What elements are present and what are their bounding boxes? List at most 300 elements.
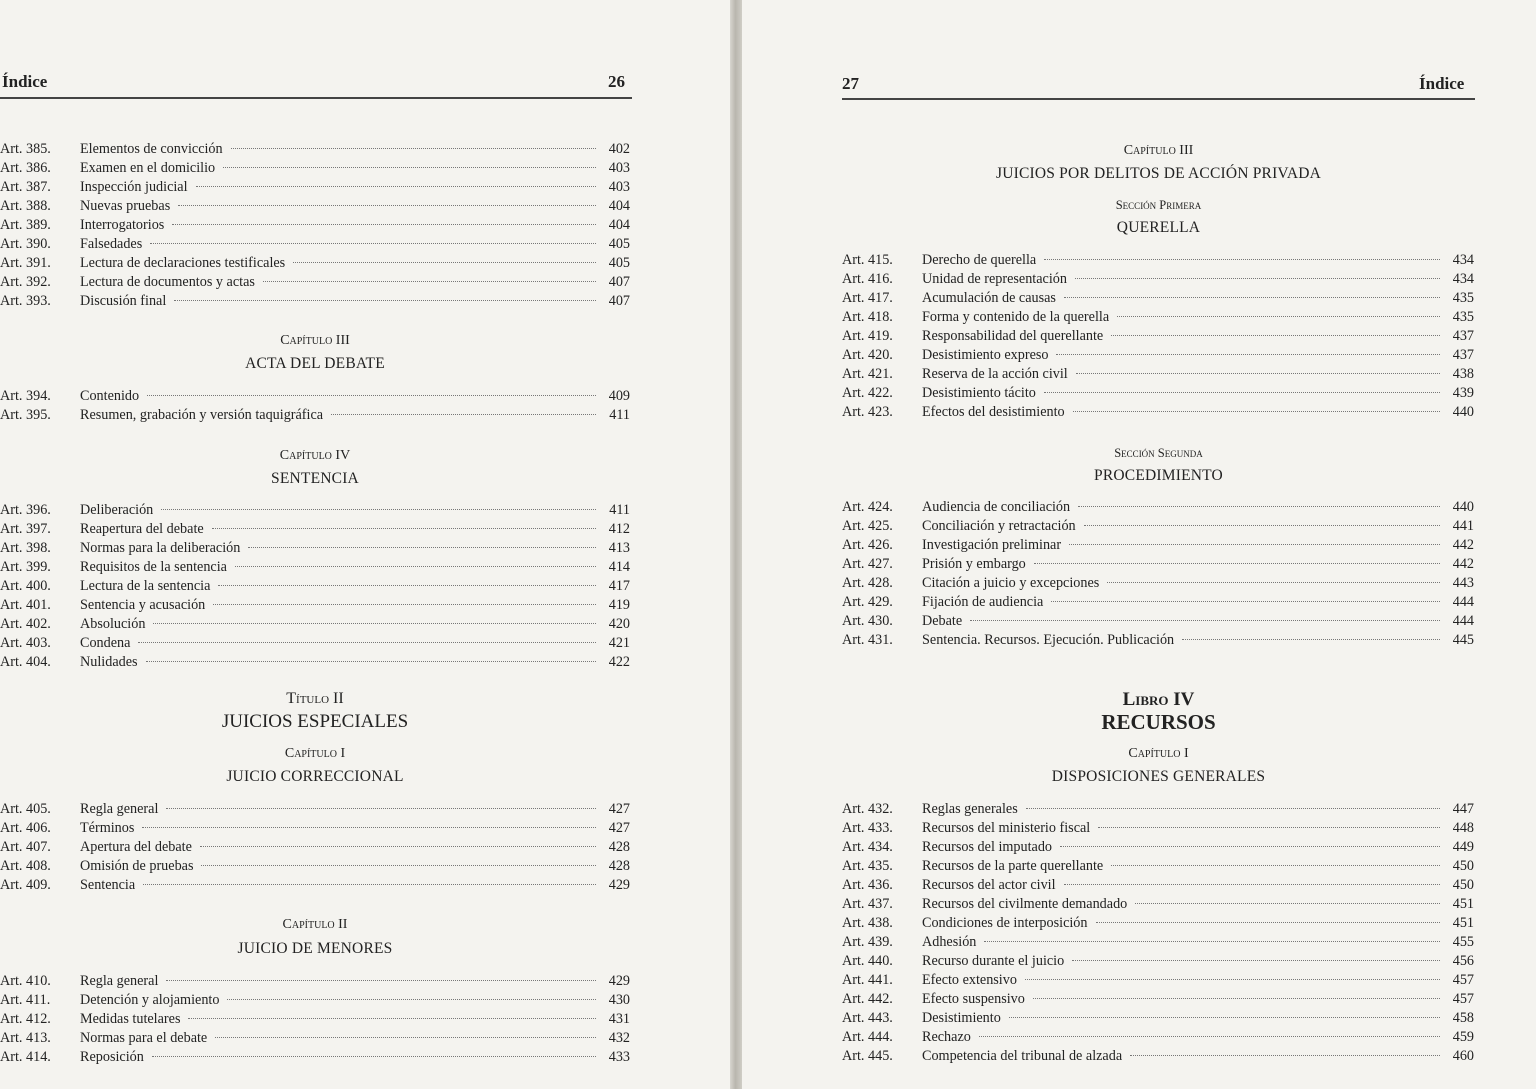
right-cap3-label: Capítulo III [1123,143,1194,158]
toc-dot-leader [1182,639,1440,640]
toc-entry [0,254,630,273]
toc-page-number: 450 [1452,858,1474,874]
toc-entry [0,653,630,672]
toc-article-title: Desistimiento tácito [922,385,1036,401]
toc-article-title: Reglas generales [922,801,1018,817]
right-sec1-title: QUERELLA [1116,219,1201,236]
toc-dot-leader [172,224,596,225]
toc-article-title: Discusión final [80,293,167,309]
toc-dot-leader [1009,1017,1440,1018]
toc-page-number: 455 [1452,934,1474,950]
toc-page-number: 430 [608,992,630,1008]
toc-dot-leader [153,623,596,624]
toc-article-title: Examen en el domicilio [80,160,216,176]
toc-article-number: Art. 438. [842,915,893,931]
toc-article-number: Art. 385. [0,141,51,157]
toc-page-number: 458 [1452,1010,1474,1026]
toc-article-title: Absolución [80,616,146,632]
toc-article-number: Art. 405. [0,801,51,817]
toc-entry [842,327,1474,346]
toc-page-number: 421 [608,635,630,651]
toc-article-title: Detención y alojamiento [80,992,220,1008]
toc-entry [0,140,630,159]
toc-dot-leader [223,167,596,168]
toc-entry [842,838,1474,857]
toc-page-number: 427 [608,801,630,817]
toc-article-number: Art. 390. [0,236,51,252]
toc-article-number: Art. 398. [0,540,51,556]
toc-article-title: Debate [922,613,963,629]
toc-page-number: 447 [1452,801,1474,817]
toc-page-number: 405 [608,236,630,252]
toc-entry [842,593,1474,612]
toc-dot-leader [1069,544,1440,545]
toc-dot-leader [142,827,596,828]
toc-article-title: Normas para el debate [80,1030,208,1046]
toc-dot-leader [1026,808,1440,809]
toc-article-title: Normas para la deliberación [80,540,241,556]
right-libro-title: RECURSOS [1101,710,1216,734]
toc-dot-leader [1033,998,1440,999]
toc-entry [842,308,1474,327]
right-cap1-title: DISPOSICIONES GENERALES [1051,768,1266,785]
toc-entry [0,539,630,558]
toc-page-number: 435 [1452,290,1474,306]
toc-entry [0,520,630,539]
toc-article-title: Términos [80,820,135,836]
toc-page-number: 431 [608,1011,630,1027]
toc-article-number: Art. 397. [0,521,51,537]
toc-dot-leader [143,884,596,885]
toc-entry [842,952,1474,971]
book-gutter [730,0,742,1089]
toc-article-title: Prisión y embargo [922,556,1026,572]
toc-entry [842,403,1474,422]
toc-entry [0,292,630,311]
right-header-title: Índice [1419,74,1465,93]
toc-article-number: Art. 444. [842,1029,893,1045]
left-cap4-label: Capítulo IV [279,448,351,463]
toc-article-number: Art. 416. [842,271,893,287]
toc-entry [842,536,1474,555]
left-header-title: Índice [2,72,48,91]
toc-dot-leader [161,509,596,510]
toc-page-number: 420 [608,616,630,632]
toc-article-number: Art. 396. [0,502,51,518]
toc-dot-leader [1111,865,1440,866]
toc-page-number: 444 [1452,613,1474,629]
toc-page-number: 433 [608,1049,630,1065]
toc-entry [0,1029,630,1048]
toc-article-number: Art. 404. [0,654,51,670]
toc-page-number: 428 [608,858,630,874]
toc-page-number: 445 [1452,632,1474,648]
toc-entry [842,876,1474,895]
toc-page-number: 457 [1452,972,1474,988]
toc-page-number: 444 [1452,594,1474,610]
toc-article-title: Regla general [80,973,159,989]
toc-article-number: Art. 388. [0,198,51,214]
right-cap1-label: Capítulo I [1128,746,1189,761]
toc-dot-leader [235,566,596,567]
toc-dot-leader [1056,354,1440,355]
toc-article-number: Art. 415. [842,252,893,268]
toc-entry [842,612,1474,631]
right-page-number: 27 [842,74,859,93]
toc-entry [842,800,1474,819]
toc-article-title: Investigación preliminar [922,537,1062,553]
toc-page-number: 429 [608,877,630,893]
left-cap1-title: JUICIO CORRECCIONAL [226,768,404,785]
toc-article-title: Falsedades [80,236,143,252]
toc-article-number: Art. 387. [0,179,51,195]
toc-page-number: 413 [608,540,630,556]
toc-article-title: Lectura de declaraciones testificales [80,255,286,271]
toc-dot-leader [227,999,596,1000]
toc-page-number: 412 [608,521,630,537]
toc-article-number: Art. 441. [842,972,893,988]
toc-article-number: Art. 443. [842,1010,893,1026]
toc-entry [0,273,630,292]
toc-dot-leader [1034,563,1440,564]
toc-article-title: Nuevas pruebas [80,198,171,214]
toc-page-number: 428 [608,839,630,855]
toc-page-number: 419 [608,597,630,613]
toc-article-number: Art. 426. [842,537,893,553]
toc-article-title: Recursos del ministerio fiscal [922,820,1091,836]
toc-page-number: 422 [608,654,630,670]
toc-entry [842,971,1474,990]
toc-article-number: Art. 411. [0,992,51,1008]
toc-entry [0,972,630,991]
toc-page-number: 450 [1452,877,1474,893]
toc-article-title: Lectura de la sentencia [80,578,211,594]
toc-page-number: 411 [609,407,630,423]
toc-article-number: Art. 408. [0,858,51,874]
toc-dot-leader [1051,601,1440,602]
toc-dot-leader [138,642,596,643]
toc-page-number: 459 [1452,1029,1474,1045]
toc-dot-leader [218,585,596,586]
toc-article-title: Fijación de audiencia [922,594,1044,610]
toc-article-number: Art. 417. [842,290,893,306]
toc-entry [0,577,630,596]
toc-article-title: Recursos de la parte querellante [922,858,1104,874]
left-cap1-label: Capítulo I [284,746,346,761]
toc-article-title: Recursos del imputado [922,839,1053,855]
toc-entry [0,178,630,197]
left-titulo-title: JUICIOS ESPECIALES [221,711,409,732]
toc-dot-leader [1096,922,1441,923]
toc-article-number: Art. 431. [842,632,893,648]
toc-entry [0,800,630,819]
toc-dot-leader [201,865,596,866]
toc-dot-leader [248,547,596,548]
toc-dot-leader [1111,335,1440,336]
toc-dot-leader [1098,827,1440,828]
toc-article-title: Requisitos de la sentencia [80,559,227,575]
toc-dot-leader [146,661,596,662]
toc-dot-leader [979,1036,1440,1037]
toc-entry [0,1010,630,1029]
toc-dot-leader [1044,392,1440,393]
toc-page-number: 442 [1452,556,1474,572]
toc-article-number: Art. 429. [842,594,893,610]
toc-article-title: Sentencia y acusación [80,597,206,613]
toc-article-number: Art. 436. [842,877,893,893]
toc-article-title: Conciliación y retractación [922,518,1076,534]
toc-article-number: Art. 407. [0,839,51,855]
toc-article-number: Art. 400. [0,578,51,594]
toc-article-title: Unidad de representación [922,271,1067,287]
toc-entry [0,819,630,838]
toc-article-number: Art. 395. [0,407,51,423]
toc-entry [842,933,1474,952]
toc-entry [842,555,1474,574]
toc-article-title: Citación a juicio y excepciones [922,575,1100,591]
toc-article-number: Art. 418. [842,309,893,325]
left-cap3-label: Capítulo III [280,333,350,348]
toc-entry [0,634,630,653]
toc-article-title: Rechazo [922,1029,971,1045]
toc-dot-leader [213,604,596,605]
toc-article-number: Art. 414. [0,1049,51,1065]
left-cap3-title: ACTA DEL DEBATE [245,355,385,372]
toc-article-number: Art. 425. [842,518,893,534]
toc-page-number: 409 [608,388,630,404]
toc-page-number: 407 [608,274,630,290]
toc-dot-leader [1135,903,1440,904]
toc-entry [0,159,630,178]
toc-page-number: 403 [608,160,630,176]
right-page [742,0,1536,1089]
toc-dot-leader [215,1037,596,1038]
left-page-number: 26 [608,72,625,91]
toc-article-title: Deliberación [80,502,154,518]
toc-page-number: 440 [1452,404,1474,420]
toc-entry [842,365,1474,384]
toc-article-title: Apertura del debate [80,839,192,855]
left-page [0,0,730,1089]
toc-article-title: Sentencia [80,877,136,893]
toc-article-title: Efectos del desistimiento [922,404,1065,420]
toc-article-title: Nulidades [80,654,138,670]
toc-article-number: Art. 423. [842,404,893,420]
toc-entry [0,235,630,254]
toc-dot-leader [1075,278,1440,279]
toc-article-number: Art. 439. [842,934,893,950]
toc-page-number: 434 [1452,252,1474,268]
toc-article-number: Art. 428. [842,575,893,591]
toc-article-number: Art. 389. [0,217,51,233]
toc-article-number: Art. 412. [0,1011,51,1027]
toc-dot-leader [970,620,1440,621]
toc-article-number: Art. 442. [842,991,893,1007]
toc-article-title: Adhesión [922,934,977,950]
toc-dot-leader [1064,297,1440,298]
toc-page-number: 451 [1452,896,1474,912]
toc-article-number: Art. 410. [0,973,51,989]
toc-page-number: 443 [1452,575,1474,591]
toc-page-number: 451 [1452,915,1474,931]
toc-article-title: Lectura de documentos y actas [80,274,255,290]
toc-entry [0,501,630,520]
toc-dot-leader [1064,884,1440,885]
toc-entry [842,990,1474,1009]
toc-page-number: 435 [1452,309,1474,325]
toc-article-title: Recursos del actor civil [922,877,1056,893]
toc-entry [0,615,630,634]
toc-article-title: Regla general [80,801,159,817]
toc-article-number: Art. 437. [842,896,893,912]
toc-article-title: Contenido [80,388,140,404]
toc-article-title: Condiciones de interposición [922,915,1088,931]
toc-article-title: Recurso durante el juicio [922,953,1065,969]
right-sec2-label: Sección Segunda [1114,446,1203,460]
toc-entry [842,384,1474,403]
toc-page-number: 429 [608,973,630,989]
left-titulo-label: Título II [286,690,344,707]
right-header-rule [842,98,1475,100]
toc-dot-leader [147,395,596,396]
toc-entry [0,558,630,577]
toc-entry [0,596,630,615]
toc-entry [842,517,1474,536]
toc-page-number: 403 [608,179,630,195]
toc-dot-leader [1076,373,1440,374]
toc-page-number: 427 [608,820,630,836]
toc-page-number: 460 [1452,1048,1474,1064]
toc-article-title: Responsabilidad del querellante [922,328,1104,344]
toc-entry [0,876,630,895]
toc-entry [0,197,630,216]
toc-article-number: Art. 406. [0,820,51,836]
toc-dot-leader [1073,411,1440,412]
toc-page-number: 437 [1452,347,1474,363]
toc-page-number: 457 [1452,991,1474,1007]
toc-dot-leader [200,846,596,847]
left-cap4-title: SENTENCIA [271,470,359,487]
toc-dot-leader [1084,525,1440,526]
toc-entry [842,270,1474,289]
toc-entry [0,991,630,1010]
toc-entry [0,406,630,425]
toc-dot-leader [174,300,596,301]
toc-article-title: Competencia del tribunal de alzada [922,1048,1123,1064]
toc-article-title: Inspección judicial [80,179,188,195]
toc-dot-leader [1078,506,1440,507]
toc-article-title: Derecho de querella [922,252,1037,268]
toc-article-title: Recursos del civilmente demandado [922,896,1128,912]
toc-article-title: Reposición [80,1049,144,1065]
toc-article-number: Art. 435. [842,858,893,874]
toc-article-number: Art. 427. [842,556,893,572]
toc-article-title: Condena [80,635,131,651]
toc-article-title: Desistimiento [922,1010,1001,1026]
toc-entry [0,838,630,857]
toc-article-title: Medidas tutelares [80,1011,181,1027]
toc-article-number: Art. 440. [842,953,893,969]
toc-article-number: Art. 394. [0,388,51,404]
toc-article-title: Resumen, grabación y versión taquigráfica [80,407,324,423]
toc-article-number: Art. 421. [842,366,893,382]
toc-article-title: Reserva de la acción civil [922,366,1068,382]
toc-dot-leader [1025,979,1440,980]
toc-dot-leader [984,941,1440,942]
toc-page-number: 438 [1452,366,1474,382]
right-cap3-title: JUICIOS POR DELITOS DE ACCIÓN PRIVADA [995,165,1322,182]
toc-dot-leader [166,980,596,981]
toc-article-title: Desistimiento expreso [922,347,1049,363]
toc-article-number: Art. 433. [842,820,893,836]
toc-article-title: Forma y contenido de la querella [922,309,1110,325]
toc-page-number: 449 [1452,839,1474,855]
toc-dot-leader [1107,582,1440,583]
toc-article-number: Art. 434. [842,839,893,855]
toc-dot-leader [1130,1055,1440,1056]
toc-dot-leader [196,186,596,187]
right-sec2-title: PROCEDIMIENTO [1094,467,1223,484]
toc-dot-leader [231,148,596,149]
toc-dot-leader [166,808,596,809]
toc-entry [842,857,1474,876]
toc-entry [0,216,630,235]
toc-entry [842,914,1474,933]
toc-entry [842,251,1474,270]
toc-entry [842,1047,1474,1066]
toc-page-number: 437 [1452,328,1474,344]
toc-entry [842,1009,1474,1028]
right-libro-label: Libro IV [1122,689,1195,710]
toc-article-number: Art. 399. [0,559,51,575]
toc-article-number: Art. 402. [0,616,51,632]
toc-article-number: Art. 430. [842,613,893,629]
toc-dot-leader [331,414,596,415]
toc-page-number: 411 [609,502,630,518]
toc-entry [842,574,1474,593]
toc-page-number: 456 [1452,953,1474,969]
toc-article-number: Art. 393. [0,293,51,309]
toc-article-number: Art. 424. [842,499,893,515]
toc-article-number: Art. 419. [842,328,893,344]
toc-page-number: 439 [1452,385,1474,401]
toc-entry [842,498,1474,517]
left-cap2-label: Capítulo II [282,917,348,932]
toc-article-number: Art. 392. [0,274,51,290]
toc-dot-leader [188,1018,596,1019]
toc-page-number: 434 [1452,271,1474,287]
toc-article-number: Art. 422. [842,385,893,401]
toc-entry [0,857,630,876]
toc-article-title: Audiencia de conciliación [922,499,1071,515]
right-sec1-label: Sección Primera [1115,198,1202,212]
left-header-rule [0,97,632,99]
toc-dot-leader [1060,846,1440,847]
toc-page-number: 417 [608,578,630,594]
toc-entry [842,346,1474,365]
toc-dot-leader [178,205,596,206]
toc-entry [842,819,1474,838]
toc-page-number: 402 [608,141,630,157]
toc-entry [0,1048,630,1067]
toc-entry [842,895,1474,914]
toc-article-number: Art. 386. [0,160,51,176]
toc-entry [842,631,1474,650]
toc-page-number: 404 [608,198,630,214]
toc-dot-leader [293,262,596,263]
toc-article-number: Art. 401. [0,597,51,613]
left-cap2-title: JUICIO DE MENORES [237,940,393,957]
